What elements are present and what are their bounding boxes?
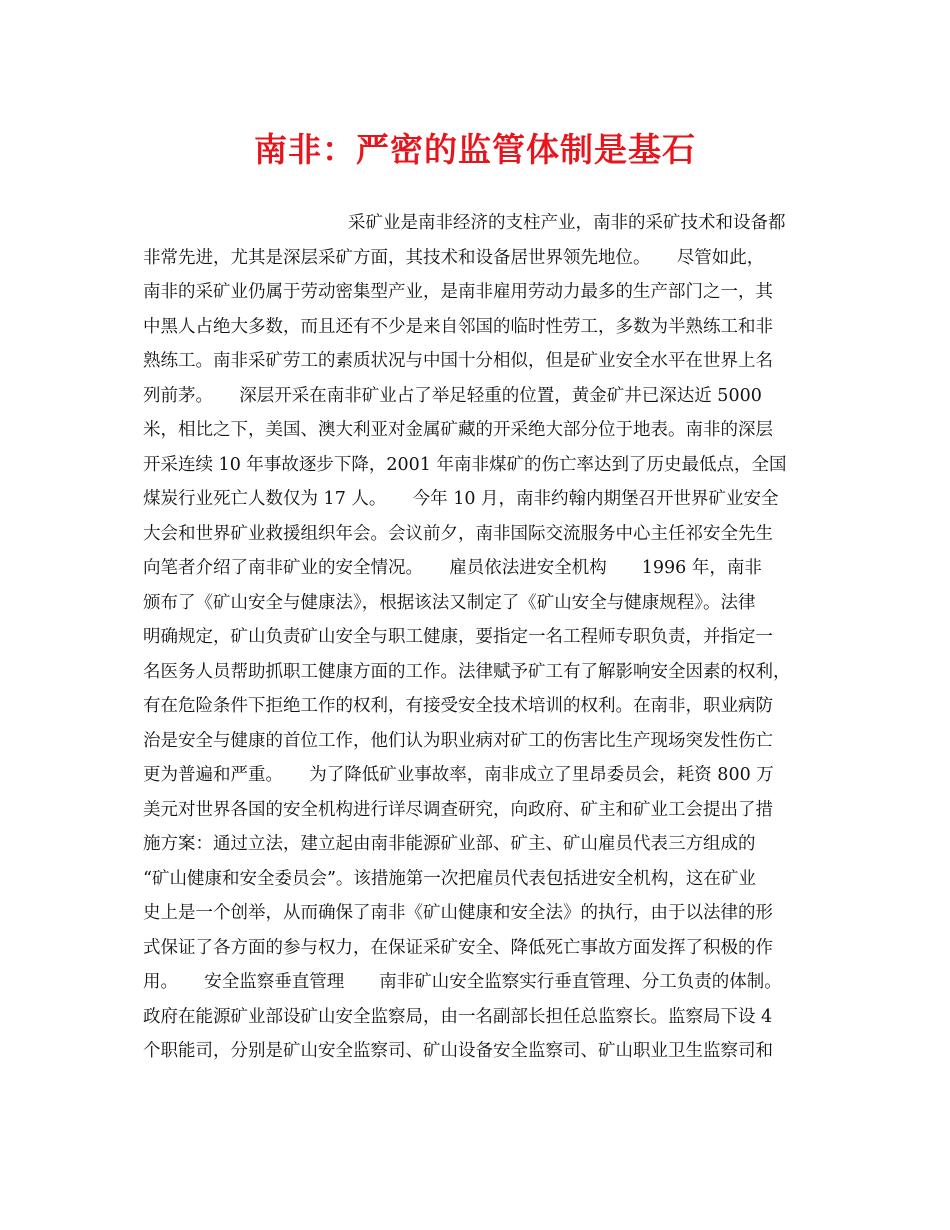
text-line: 更为普遍和严重。 为了降低矿业事故率，南非成立了里昂委员会，耗资 800 万 bbox=[143, 765, 774, 785]
text-line: 明确规定，矿山负责矿山安全与职工健康，要指定一名工程师专职负责，并指定一 bbox=[143, 627, 773, 647]
text-line: 煤炭行业死亡人数仅为 17 人。 今年 10 月，南非约翰内期堡召开世界矿业安全 bbox=[143, 489, 779, 509]
article-body bbox=[143, 206, 819, 1069]
text-line: 政府在能源矿业部设矿山安全监察局，由一名副部长担任总监察长。监察局下设 4 bbox=[143, 1006, 773, 1027]
text-line: 个职能司，分别是矿山安全监察司、矿山设备安全监察司、矿山职业卫生监察司和 bbox=[143, 1041, 773, 1061]
text-line: 采矿业是南非经济的支柱产业，南非的采矿技术和设备都 bbox=[348, 213, 786, 233]
text-line: 南非的采矿业仍属于劳动密集型产业，是南非雇用劳动力最多的生产部门之一，其 bbox=[143, 282, 773, 302]
text-line: 向笔者介绍了南非矿业的安全情况。 雇员依法进安全机构 1996 年，南非 bbox=[143, 558, 762, 578]
text-line: 熟练工。南非采矿劳工的素质状况与中国十分相似，但是矿业安全水平在世界上名 bbox=[143, 351, 773, 371]
text-line: 史上是一个创举，从而确保了南非《矿山健康和安全法》的执行，由于以法律的形 bbox=[143, 903, 773, 923]
text-line: 施方案：通过立法，建立起由南非能源矿业部、矿主、矿山雇员代表三方组成的 bbox=[143, 834, 756, 854]
text-line: 名医务人员帮助抓职工健康方面的工作。法律赋予矿工有了解影响安全因素的权利， bbox=[143, 661, 791, 682]
text-line: 美元对世界各国的安全机构进行详尽调查研究，向政府、矿主和矿业工会提出了措 bbox=[143, 799, 773, 820]
text-line: “矿山健康和安全委员会”。该措施第一次把雇员代表包括进安全机构，这在矿业 bbox=[143, 868, 756, 889]
text-line: 列前茅。 深层开采在南非矿业占了举足轻重的位置，黄金矿井已深达近 5000 bbox=[143, 385, 762, 406]
text-line: 颁布了《矿山安全与健康法》，根据该法又制定了《矿山安全与健康规程》。法律 bbox=[143, 592, 756, 613]
text-line: 有在危险条件下拒绝工作的权利，有接受安全技术培训的权利。在南非，职业病防 bbox=[143, 696, 773, 716]
page-title: 南非：严密的监管体制是基石 bbox=[254, 130, 696, 169]
text-line: 非常先进，尤其是深层采矿方面，其技术和设备居世界领先地位。 尽管如此， bbox=[143, 247, 765, 268]
text-line: 治是安全与健康的首位工作，他们认为职业病对矿工的伤害比生产现场突发性伤亡 bbox=[143, 730, 773, 751]
text-line: 大会和世界矿业救援组织年会。会议前夕，南非国际交流服务中心主任祁安全先生 bbox=[143, 523, 773, 544]
text-line: 用。 安全监察垂直管理 南非矿山安全监察实行垂直管理、分工负责的体制。 bbox=[143, 972, 782, 992]
text-line: 开采连续 10 年事故逐步下降，2001 年南非煤矿的伤亡率达到了历史最低点，全国 bbox=[143, 454, 787, 475]
text-line: 式保证了各方面的参与权力，在保证采矿安全、降低死亡事故方面发挥了积极的作 bbox=[143, 937, 773, 958]
text-line: 米，相比之下，美国、澳大利亚对金属矿藏的开采绝大部分位于地表。南非的深层 bbox=[143, 420, 773, 440]
text-line: 中黑人占绝大多数，而且还有不少是来自邻国的临时性劳工，多数为半熟练工和非 bbox=[143, 316, 773, 337]
